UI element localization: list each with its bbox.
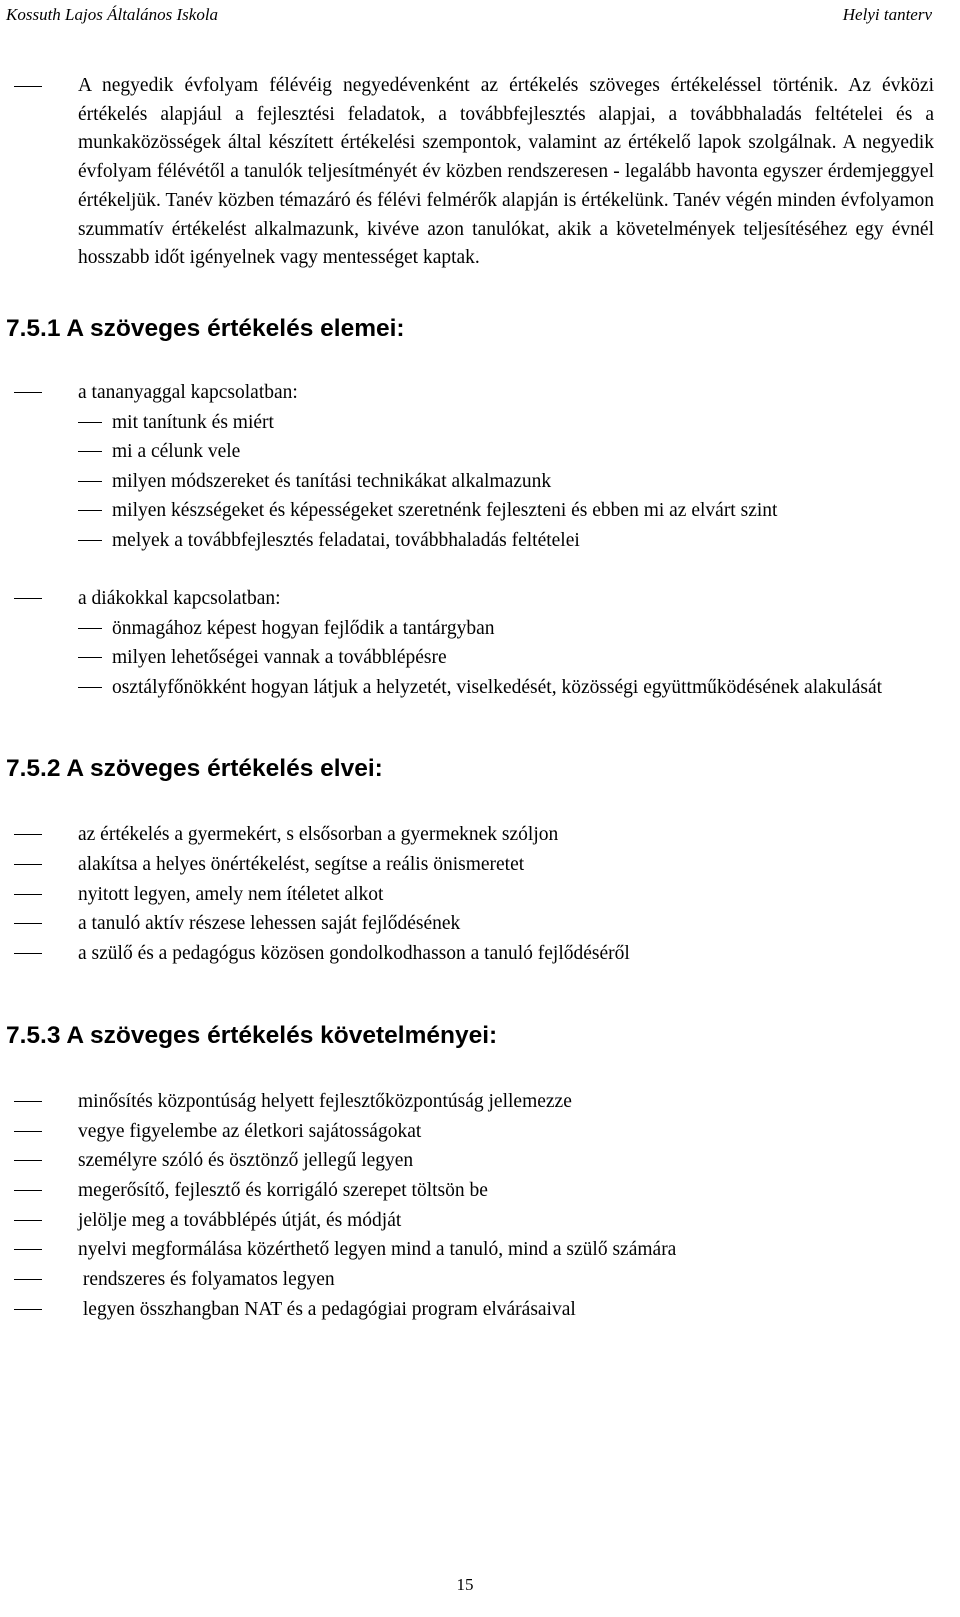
dash-bullet-icon xyxy=(14,923,42,924)
dash-bullet-icon xyxy=(14,1190,42,1191)
list-group-label: a tananyaggal kapcsolatban: xyxy=(78,381,298,403)
list-item: személyre szóló és ösztönző jellegű legyen xyxy=(6,1146,934,1176)
list-item: jelölje meg a továbblépés útját, és módját xyxy=(6,1206,934,1236)
section-heading-principles: 7.5.2 A szöveges értékelés elvei: xyxy=(6,755,383,783)
list-item: mit tanítunk és miért xyxy=(6,408,934,438)
list-item: minősítés központúság helyett fejlesztőközpontúság jellemezze xyxy=(6,1087,934,1117)
dash-bullet-icon xyxy=(78,687,102,688)
section-heading-elements: 7.5.1 A szöveges értékelés elemei: xyxy=(6,314,405,342)
list-item: megerősítő, fejlesztő és korrigáló szerepet töltsön be xyxy=(6,1176,934,1206)
dash-bullet-icon xyxy=(78,657,102,658)
list-item: melyek a továbbfejlesztés feladatai, továbbhaladás feltételei xyxy=(6,526,934,556)
dash-bullet-icon xyxy=(78,481,102,482)
list-item: nyelvi megformálása közérthető legyen mind a tanuló, mind a szülő számára xyxy=(6,1235,934,1265)
dash-bullet-icon xyxy=(78,628,102,629)
list-group-label: a diákokkal kapcsolatban: xyxy=(78,588,281,610)
dash-bullet-icon xyxy=(78,422,102,423)
list-item: legyen összhangban NAT és a pedagógiai program elvárásaival xyxy=(6,1295,934,1325)
page-number: 15 xyxy=(456,1575,474,1594)
dash-bullet-icon xyxy=(14,1309,42,1310)
list-item: rendszeres és folyamatos legyen xyxy=(6,1265,934,1295)
list-item: az értékelés a gyermekért, s elsősorban a gyermeknek szóljon xyxy=(6,820,934,850)
dash-bullet-icon xyxy=(78,510,102,511)
section-heading-requirements: 7.5.3 A szöveges értékelés követelményei: xyxy=(6,1021,498,1049)
header-school-name: Kossuth Lajos Általános Iskola xyxy=(6,5,219,24)
list-requirements xyxy=(6,1087,934,1325)
sublist-curriculum xyxy=(6,408,934,556)
list-item: milyen módszereket és tanítási technikákat alkalmazunk xyxy=(6,467,934,497)
list-item: milyen készségeket és képességeket szeretnénk fejleszteni és ebben mi az elvárt szint xyxy=(6,496,934,526)
list-item: önmagához képest hogyan fejlődik a tantárgyban xyxy=(6,614,934,644)
list-item: a szülő és a pedagógus közösen gondolkodhasson a tanuló fejlődéséről xyxy=(6,939,934,969)
dash-bullet-icon xyxy=(14,86,42,87)
list-item: a tanuló aktív részese lehessen saját fejlődésének xyxy=(6,909,934,939)
dash-bullet-icon xyxy=(14,1279,42,1280)
list-item: alakítsa a helyes önértékelést, segítse a reális önismeretet xyxy=(6,850,934,880)
dash-bullet-icon xyxy=(14,392,42,393)
dash-bullet-icon xyxy=(14,1160,42,1161)
list-item: osztályfőnökként hogyan látjuk a helyzetét, viselkedését, közösségi együttműködésének alakulását xyxy=(6,673,934,703)
list-principles xyxy=(6,820,934,969)
header-document-title: Helyi tanterv xyxy=(842,5,932,24)
dash-bullet-icon xyxy=(14,1131,42,1132)
dash-bullet-icon xyxy=(14,1101,42,1102)
intro-paragraph xyxy=(6,72,934,273)
list-item: nyitott legyen, amely nem ítéletet alkot xyxy=(6,880,934,910)
list-item: mi a célunk vele xyxy=(6,437,934,467)
dash-bullet-icon xyxy=(14,1220,42,1221)
dash-bullet-icon xyxy=(78,451,102,452)
dash-bullet-icon xyxy=(14,1249,42,1250)
dash-bullet-icon xyxy=(14,834,42,835)
dash-bullet-icon xyxy=(78,540,102,541)
intro-paragraph-text: A negyedik évfolyam félévéig negyedévenként az értékelés szöveges értékeléssel történik. Az évközi értékelés alapjául a fejlesztési feladatok, a továbbfejlesztés alapjai, a továbbhaladás feltételei és a munkaközösségek által készített értékelési szempontok, valamint az értékelő lapok szolgálnak. A negyedik évfolyam félévétől a tanulók teljesítményét év közben rendszeresen - legalább havonta egyszer érdemjeggyel értékeljük. Tanév közben témazáró és félévi felmérők alapján is értékelünk. Tanév végén minden évfolyamon szummatív értékelést alkalmazunk, kivéve azon tanulókat, akik a követelmények teljesítéséhez egy évnél hosszabb időt igényelnek vagy mentességet kaptak. xyxy=(78,75,934,269)
list-item: milyen lehetőségei vannak a továbblépésre xyxy=(6,643,934,673)
sublist-students xyxy=(6,614,934,703)
dash-bullet-icon xyxy=(14,598,42,599)
dash-bullet-icon xyxy=(14,953,42,954)
page-header xyxy=(6,4,932,26)
document-body xyxy=(6,72,934,1324)
list-item: vegye figyelembe az életkori sajátosságokat xyxy=(6,1117,934,1147)
dash-bullet-icon xyxy=(14,894,42,895)
list-group-students xyxy=(6,584,934,614)
list-group-curriculum xyxy=(6,378,934,408)
dash-bullet-icon xyxy=(14,864,42,865)
